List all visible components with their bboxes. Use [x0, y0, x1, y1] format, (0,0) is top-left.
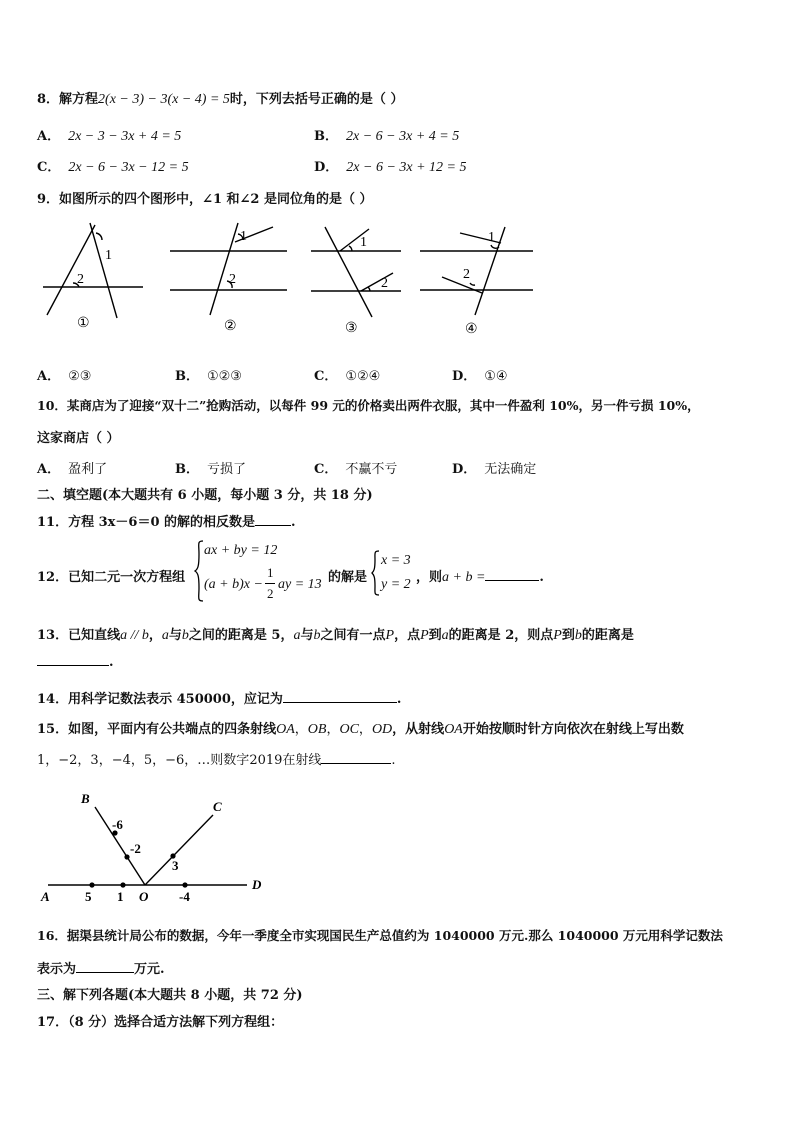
- q12-fraction-bar: [265, 583, 275, 584]
- num-5: 5: [85, 889, 92, 904]
- q12-equation-1: ax + by = 12: [204, 543, 278, 558]
- q12-system-brace: [194, 540, 204, 602]
- q12-answer-blank[interactable]: [485, 580, 539, 581]
- q12-fraction-denominator: 2: [267, 586, 274, 601]
- q12-solution-x: x = 3: [381, 553, 411, 568]
- q8-stem-tail: 时，下列去括号正确的是（ ）: [229, 92, 404, 107]
- q9-figure-4: [420, 227, 533, 315]
- q12-post: ，则a + b = .: [416, 570, 544, 585]
- ray-oc: [145, 815, 213, 885]
- q9-fig4-angle1: 1: [488, 230, 495, 245]
- q9-fig2-label: ②: [224, 319, 237, 334]
- section-2-heading: 二、填空题(本大题共有 6 小题，每小题 3 分，共 18 分): [37, 488, 373, 503]
- q8-option-d: D． 2x − 6 − 3x + 12 = 5: [314, 160, 467, 175]
- q10-option-a: A． 盈利了: [37, 462, 108, 477]
- q9-fig4-angle2: 2: [463, 267, 470, 282]
- q9-fig2-angle2: 2: [229, 272, 236, 287]
- q8-stem-text: 8．解方程: [37, 92, 99, 107]
- q9-figure-1: [43, 223, 143, 318]
- question-13-line2: .: [37, 655, 114, 670]
- q12-equation-2-right: ay = 13: [278, 577, 322, 592]
- q9-fig2-angle1: 1: [240, 229, 247, 244]
- point-5: [89, 882, 94, 887]
- q13-answer-blank[interactable]: [37, 665, 109, 666]
- question-8-stem: [37, 88, 403, 108]
- q12-solution-y: y = 2: [381, 577, 411, 592]
- question-11: 11．方程 3x－6＝0 的解的相反数是 .: [37, 515, 296, 530]
- question-16-line2: 表示为 万元.: [37, 962, 165, 977]
- question-17: 17．（8 分）选择合适方法解下列方程组：: [37, 1015, 284, 1030]
- q10-option-d: D． 无法确定: [452, 462, 537, 477]
- label-O: O: [139, 889, 149, 904]
- q9-fig1-label: ①: [77, 316, 90, 331]
- q10-option-b: B． 亏损了: [175, 462, 247, 477]
- q11-answer-blank[interactable]: [255, 525, 291, 526]
- q9-option-a: A． ②③: [37, 369, 92, 384]
- q9-option-d: D． ①④: [452, 369, 508, 384]
- q9-fig3-angle1: 1: [360, 235, 367, 250]
- q16-answer-blank[interactable]: [76, 972, 134, 973]
- num-neg6: -6: [112, 817, 123, 832]
- question-10-line2: 这家商店（ ）: [37, 431, 120, 446]
- question-10-line1: 10．某商店为了迎接“双十二”抢购活动，以每件 99 元的价格卖出两件衣服，其中一件盈利 10%，另一件亏损 10%，: [37, 398, 700, 413]
- q9-fig1-angle1: 1: [105, 248, 112, 263]
- q12-mid-text: 的解是: [328, 570, 368, 585]
- q15-answer-blank[interactable]: [321, 763, 391, 764]
- q8-option-b: B． 2x − 6 − 3x + 4 = 5: [314, 129, 460, 144]
- q9-figure-2: [170, 223, 287, 315]
- question-14: 14．用科学记数法表示 450000，应记为 .: [37, 692, 402, 707]
- question-9-stem: 9．如图所示的四个图形中，∠1 和∠2 是同位角的是（ ）: [37, 192, 373, 207]
- q12-solution-brace: [371, 550, 380, 596]
- question-15-line2: 1，−2，3，−4，5，−6，…则数字2019在射线 .: [37, 753, 396, 768]
- q9-fig3-angle2: 2: [381, 276, 388, 291]
- q9-fig4-label: ④: [465, 322, 478, 337]
- num-neg2: -2: [130, 841, 141, 856]
- q14-answer-blank[interactable]: [283, 702, 397, 703]
- label-A: A: [41, 889, 50, 904]
- point-neg4: [182, 882, 187, 887]
- question-15-line1: 15．如图，平面内有公共端点的四条射线OA，OB，OC，OD，从射线OA开始按顺时针方向依次在射线上写出数: [37, 722, 684, 737]
- section-3-heading: 三、解下列各题(本大题共 8 小题，共 72 分): [37, 988, 303, 1003]
- q12-fraction-numerator: 1: [267, 565, 274, 580]
- point-1: [120, 882, 125, 887]
- q10-option-c: C． 不赢不亏: [314, 462, 398, 477]
- q9-fig1-angle2: 2: [77, 272, 84, 287]
- point-neg2: [124, 854, 129, 859]
- q8-option-a: A． 2x − 3 − 3x + 4 = 5: [37, 129, 182, 144]
- num-1: 1: [117, 889, 124, 904]
- label-C: C: [213, 799, 222, 814]
- q9-figures: [35, 215, 545, 340]
- q8-option-c: C． 2x − 6 − 3x − 12 = 5: [37, 160, 189, 175]
- num-neg4: -4: [179, 889, 190, 904]
- q9-fig3-label: ③: [345, 321, 358, 336]
- q8-equation: 2(x − 3) − 3(x − 4) = 5: [98, 92, 230, 107]
- q9-figure-3: [311, 227, 401, 317]
- label-D: D: [252, 877, 262, 892]
- num-3: 3: [172, 858, 179, 873]
- q15-rays-figure: [35, 785, 275, 910]
- question-16-line1: 16．据渠县统计局公布的数据，今年一季度全市实现国民生产总值约为 1040000 万元.那么 1040000 万元用科学记数法: [37, 928, 723, 943]
- q12-equation-2-left: (a + b)x −: [204, 577, 263, 592]
- question-12-pre: 12．已知二元一次方程组: [37, 570, 186, 585]
- q9-option-c: C． ①②④: [314, 369, 381, 384]
- q9-option-b: B． ①②③: [175, 369, 242, 384]
- question-13-line1: 13．已知直线a // b，a与b之间的距离是 5，a与b之间有一点P，点P到a的距离是 2，则点P到b的距离是: [37, 628, 634, 643]
- label-B: B: [81, 791, 90, 806]
